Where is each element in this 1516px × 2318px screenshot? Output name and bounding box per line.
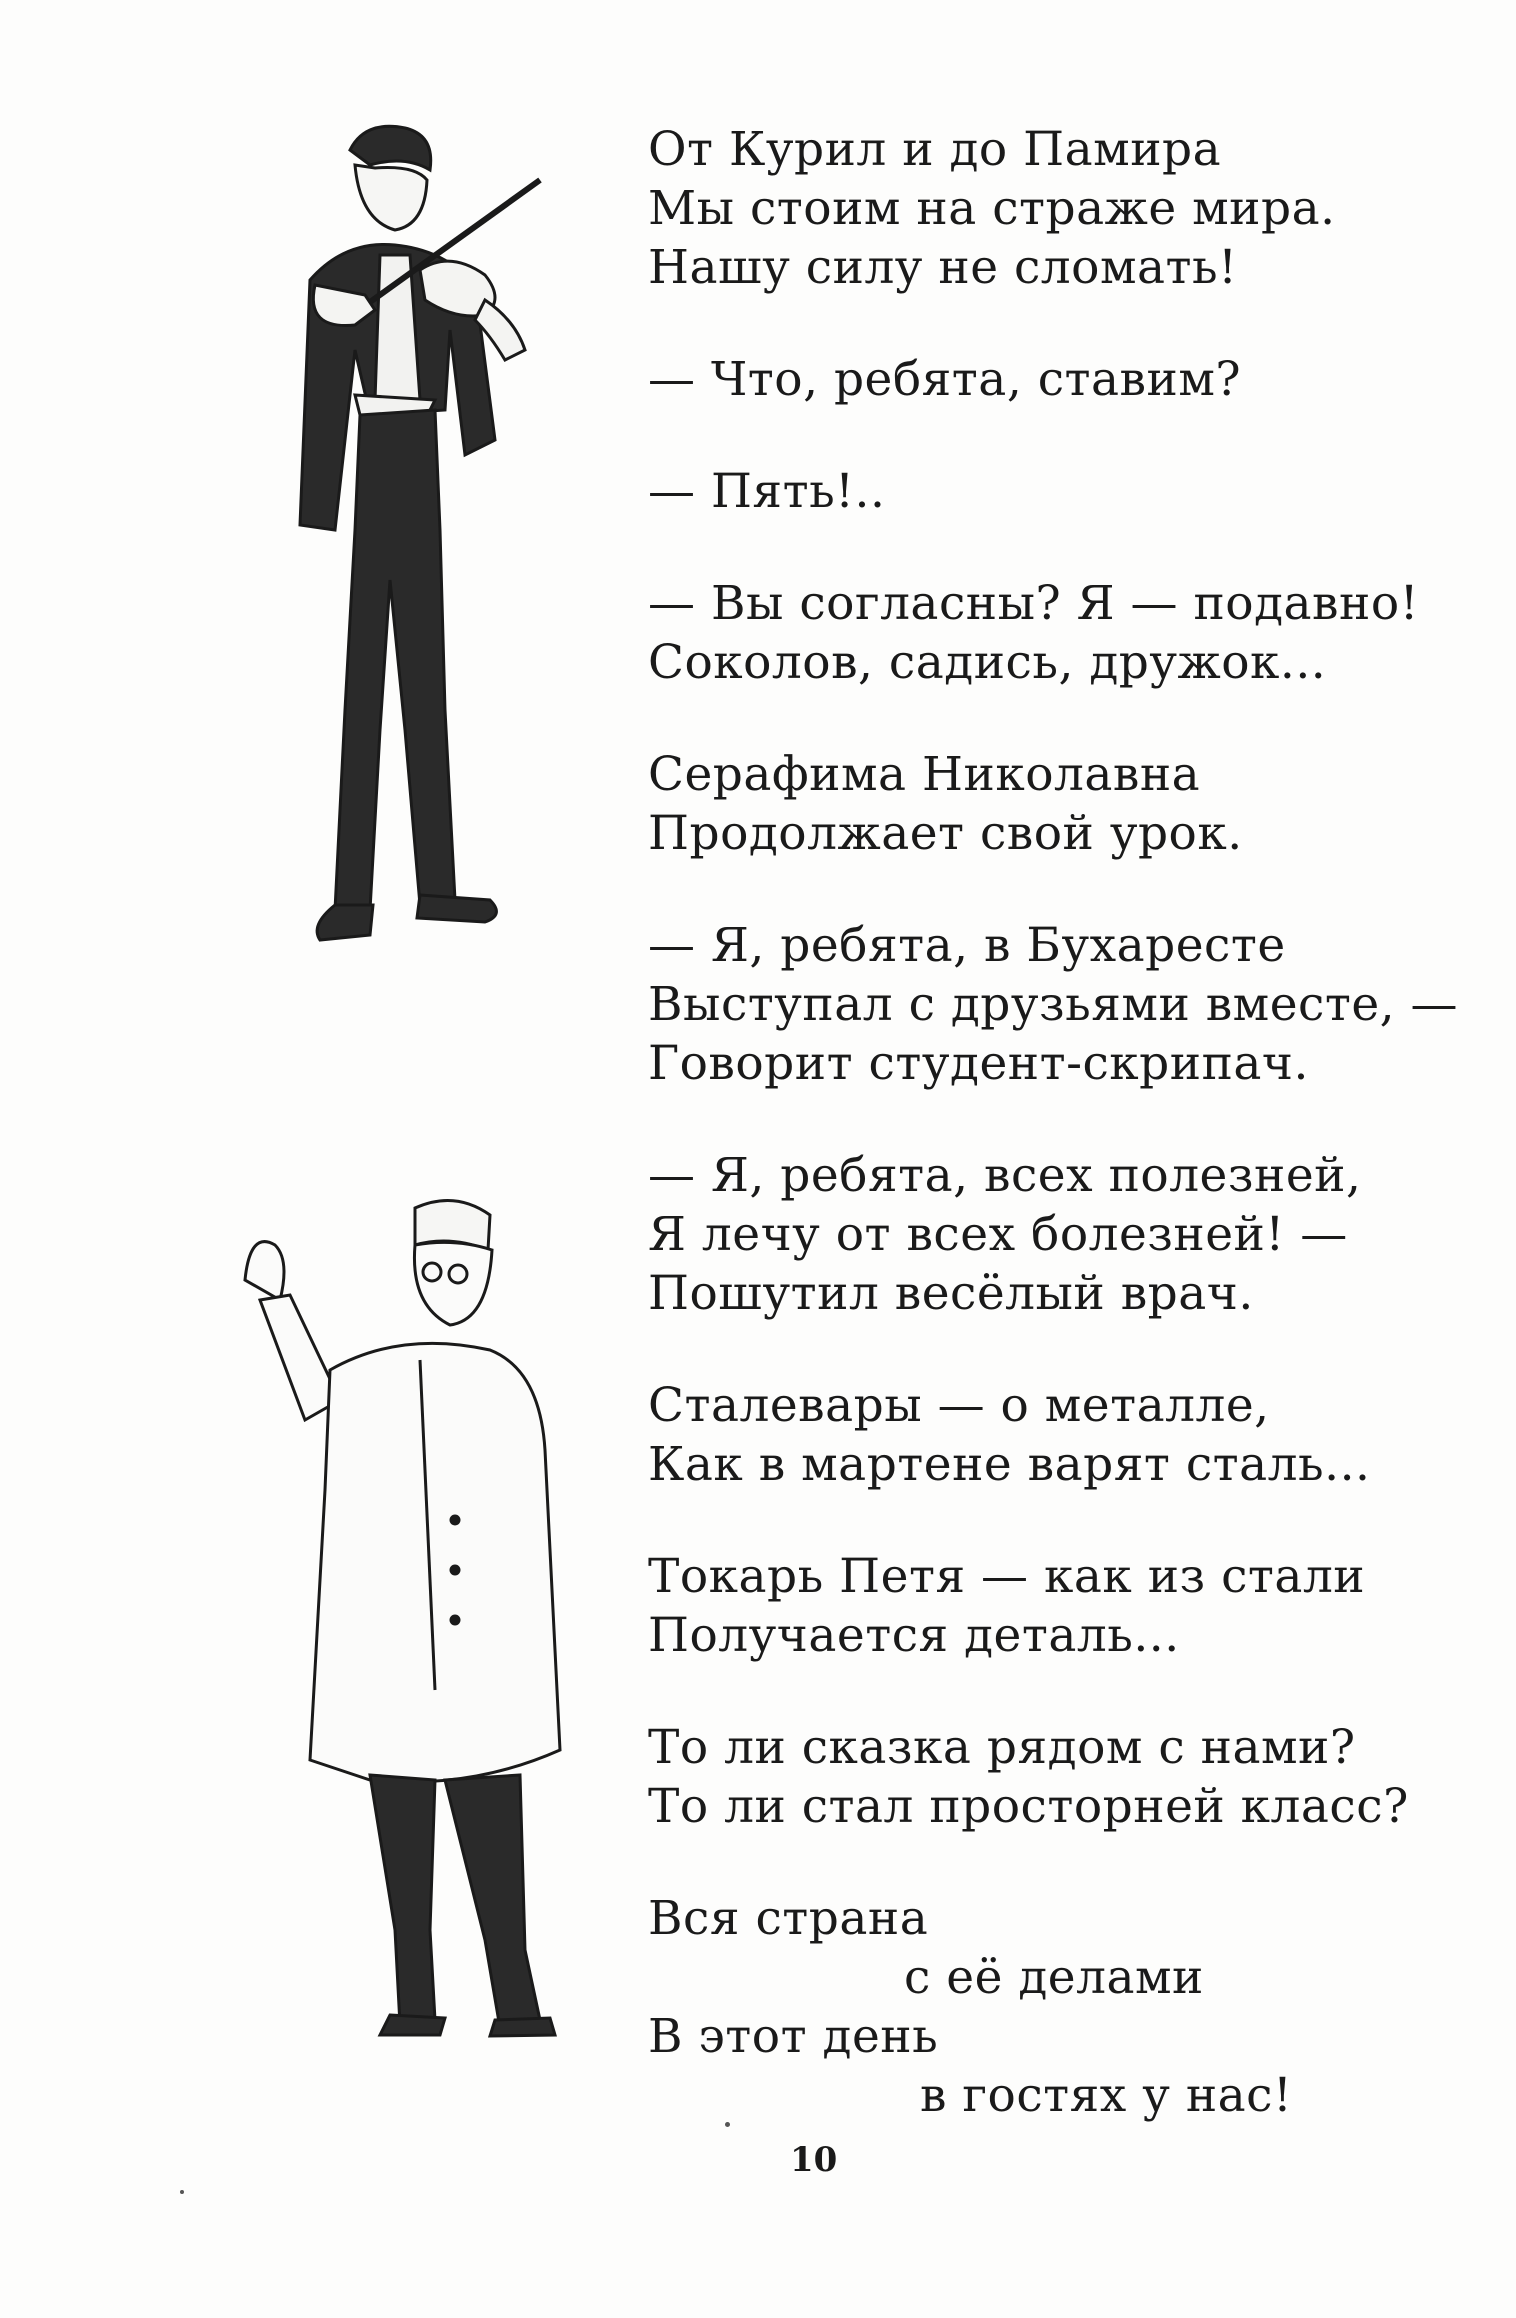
final-stanza bbox=[648, 1889, 1448, 2125]
poem-line: — Я, ребята, всех полезней, bbox=[648, 1148, 1362, 1203]
print-speck bbox=[725, 2122, 730, 2127]
stanza bbox=[648, 916, 1459, 1093]
poem-line: Нашу силу не сломать! bbox=[648, 240, 1238, 295]
stanza bbox=[648, 1376, 1448, 1494]
poem-line: — Что, ребята, ставим? bbox=[648, 352, 1242, 407]
poem-line: Мы стоим на страже мира. bbox=[648, 181, 1336, 236]
poem-line: Продолжает свой урок. bbox=[648, 806, 1243, 861]
stanza bbox=[648, 1146, 1448, 1323]
poem-line: — Я, ребята, в Бухаресте bbox=[648, 918, 1286, 973]
poem-line: — Вы согласны? Я — подавно! bbox=[648, 576, 1420, 631]
poem-line: Получается деталь... bbox=[648, 1608, 1180, 1663]
poem-line: — Пять!.. bbox=[648, 464, 886, 519]
poem-line: Сталевары — о металле, bbox=[648, 1378, 1270, 1433]
poem-line: То ли стал просторней класс? bbox=[648, 1779, 1409, 1834]
stanza bbox=[648, 1547, 1448, 1665]
stanza bbox=[648, 574, 1448, 692]
poem-line: Токарь Петя — как из стали bbox=[648, 1549, 1366, 1604]
doctor-illustration bbox=[220, 1190, 580, 2040]
violinist-illustration bbox=[195, 110, 575, 970]
stanza bbox=[648, 120, 1448, 297]
stanza bbox=[648, 350, 1448, 409]
print-speck bbox=[180, 2190, 184, 2194]
poem-line: Пошутил весёлый врач. bbox=[648, 1266, 1254, 1321]
poem-text bbox=[648, 120, 1459, 2125]
poem-line: Выступал с друзьями вместе, — bbox=[648, 977, 1459, 1032]
poem-line: Соколов, садись, дружок... bbox=[648, 635, 1327, 690]
page-number: 10 bbox=[790, 2140, 838, 2180]
poem-line: Серафима Николавна bbox=[648, 747, 1201, 802]
poem-line: Говорит студент-скрипач. bbox=[648, 1036, 1309, 1091]
poem-line: Как в мартене варят сталь... bbox=[648, 1437, 1371, 1492]
stanza bbox=[648, 1718, 1448, 1836]
poem-line: То ли сказка рядом с нами? bbox=[648, 1720, 1356, 1775]
poem-line: Я лечу от всех болезней! — bbox=[648, 1207, 1348, 1262]
poem-line: В этот день bbox=[648, 2009, 939, 2064]
poem-line: с её делами bbox=[904, 1950, 1204, 2005]
stanza bbox=[648, 745, 1448, 863]
poem-line: От Курил и до Памира bbox=[648, 122, 1222, 177]
stanza bbox=[648, 462, 1448, 521]
poem-line: в гостях у нас! bbox=[920, 2068, 1293, 2123]
poem-line: Вся страна bbox=[648, 1891, 929, 1946]
